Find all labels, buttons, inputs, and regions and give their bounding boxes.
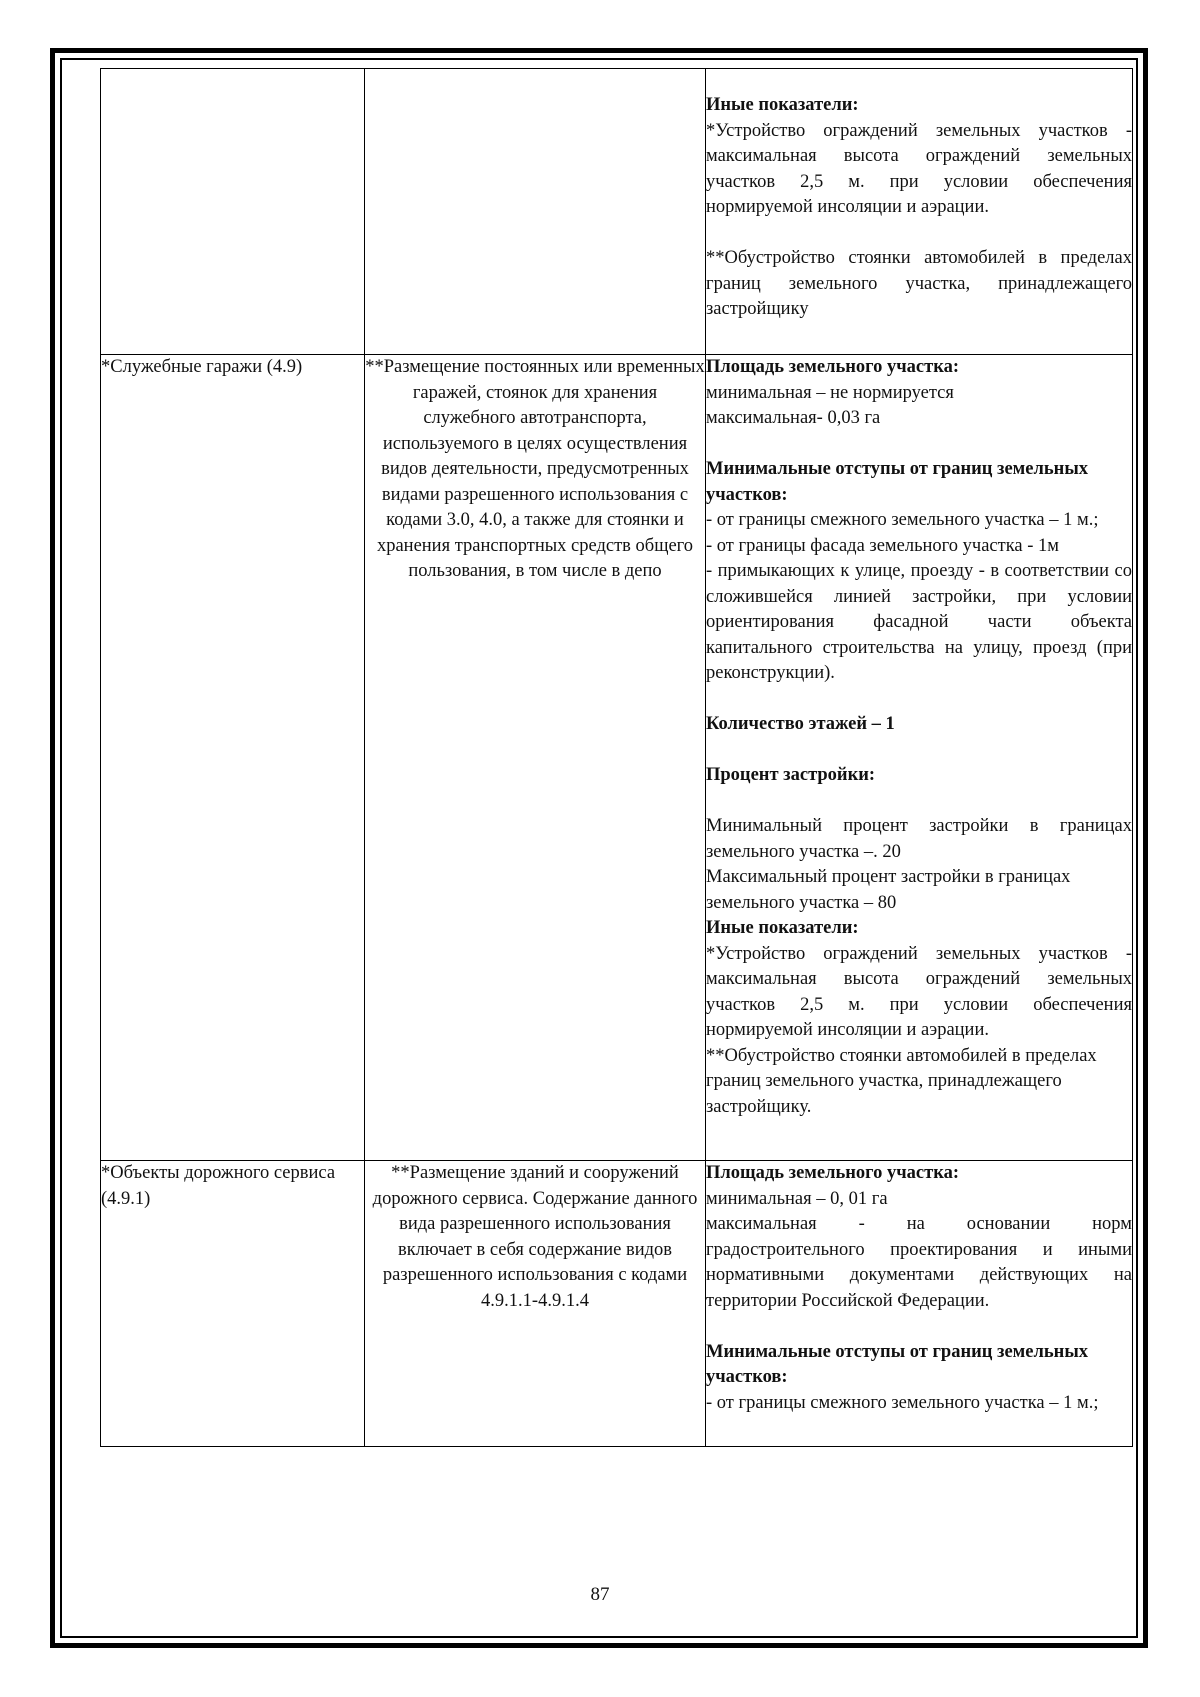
table-row [101, 1161, 1133, 1447]
row0-use-type-cell [101, 69, 365, 355]
paragraph: минимальная – 0, 01 га [706, 1188, 888, 1209]
paragraph: **Обустройство стоянки автомобилей в пределах границ земельного участка, принадлежащего застройщику [706, 248, 1132, 319]
section-heading: Процент застройки: [706, 765, 876, 785]
row0-description-cell [365, 69, 706, 355]
paragraph: Минимальный процент застройки в границах земельного участка –. 20 [706, 816, 1132, 862]
paragraph: - примыкающих к улице, проезду - в соответствии со сложившейся линией застройки, при условии ориентирования фасадной части объекта капитального строительства на улицу, проезд (при реконструкции). [706, 561, 1132, 683]
paragraph: *Устройство ограждений земельных участков - максимальная высота ограждений земельных участков 2,5 м. при условии обеспечения нормируемой инсоляции и аэрации. [706, 120, 1132, 217]
section-heading: Минимальные отступы от границ земельных участков: [706, 1341, 1089, 1387]
row1-parameters-cell [706, 355, 1133, 1161]
paragraph-gap [706, 687, 1132, 713]
paragraph: Максимальный процент застройки в границах земельного участка – 80 [706, 867, 1071, 913]
row2-use-type-cell: *Объекты дорожного сервиса (4.9.1) [101, 1161, 365, 1447]
row1-description-cell: **Размещение постоянных или временных гаражей, стоянок для хранения служебного автотранспорта, используемого в целях осуществления видов деятельности, предусмотренных видами разрешенного использования с кодами 3.0, 4.0, а также для стоянки и хранения транспортных средств общего пользования, в том числе в депо [365, 355, 706, 1161]
row0-parameters-cell [706, 69, 1133, 355]
row1-use-type-cell: *Служебные гаражи (4.9) [101, 355, 365, 1161]
paragraph: - от границы смежного земельного участка – 1 м.; [706, 1392, 1099, 1413]
paragraph: - от границы фасада земельного участка - 1м [706, 535, 1060, 556]
paragraph: - от границы смежного земельного участка – 1 м.; [706, 510, 1099, 530]
row2-parameters-cell [706, 1161, 1133, 1447]
section-heading: Иные показатели: [706, 918, 859, 938]
zoning-table [100, 68, 1133, 1447]
paragraph-gap [706, 738, 1132, 764]
page-number: 87 [590, 1584, 610, 1605]
paragraph-gap [706, 432, 1132, 458]
table-row [101, 69, 1133, 355]
paragraph-gap [706, 789, 1132, 815]
paragraph-gap [706, 1314, 1132, 1340]
section-heading: Площадь земельного участка: [706, 1163, 960, 1183]
row2-description-cell: **Размещение зданий и сооружений дорожного сервиса. Содержание данного вида разрешенного использования включает в себя содержание видов разрешенного использования с кодами 4.9.1.1-4.9.1.4 [365, 1161, 706, 1447]
paragraph: **Обустройство стоянки автомобилей в пределах границ земельного участка, принадлежащего застройщику. [706, 1045, 1097, 1117]
section-heading: Площадь земельного участка: [706, 357, 960, 377]
table-row [101, 355, 1133, 1161]
paragraph: минимальная – не нормируется [706, 382, 954, 403]
paragraph-gap [706, 221, 1132, 247]
section-heading: Иные показатели: [706, 95, 859, 115]
section-heading: Количество этажей – 1 [706, 714, 895, 734]
section-heading: Минимальные отступы от границ земельных участков: [706, 459, 1089, 505]
paragraph: *Устройство ограждений земельных участков - максимальная высота ограждений земельных участков 2,5 м. при условии обеспечения нормируемой инсоляции и аэрации. [706, 943, 1132, 1040]
paragraph: максимальная - на основании норм градостроительного проектирования и иными нормативными документами действующих на территории Российской Федерации. [706, 1214, 1132, 1311]
paragraph: максимальная- 0,03 га [706, 408, 881, 428]
